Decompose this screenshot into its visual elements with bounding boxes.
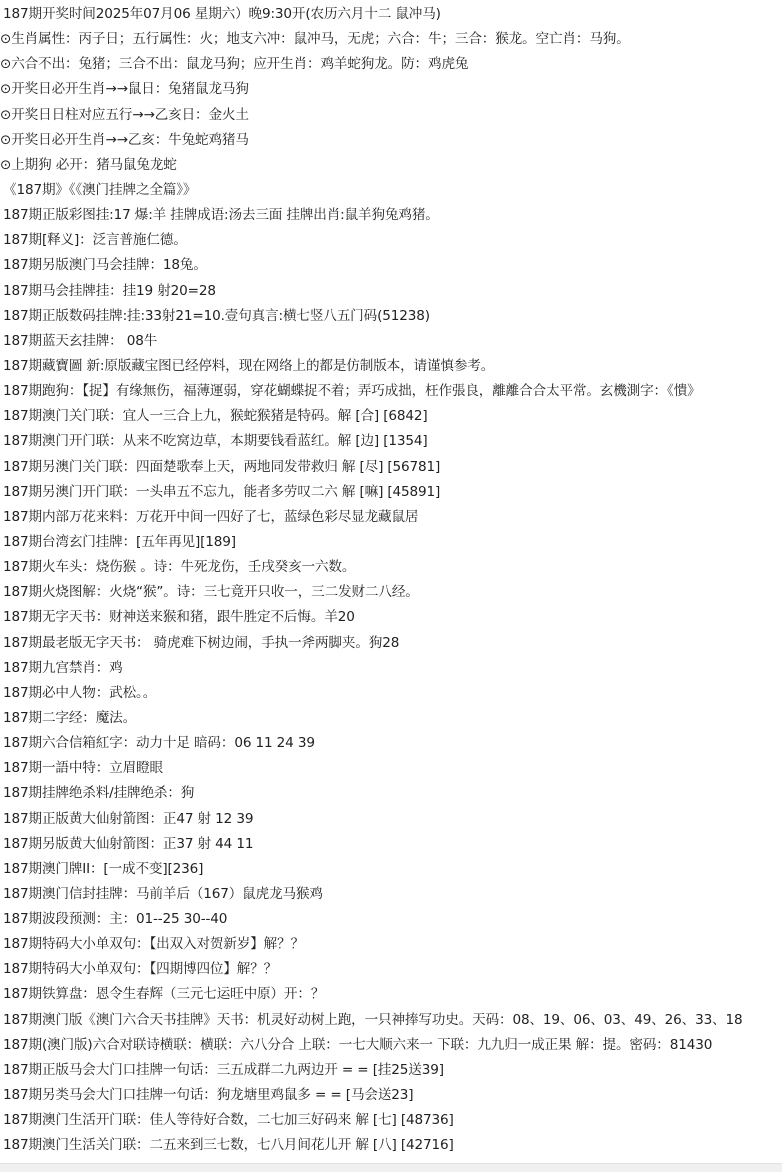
must-open-zodiac-rat-day-line: ⊙开奖日必开生肖→→鼠日：兔猪鼠龙马狗 — [0, 81, 249, 98]
last-period-line: ⊙上期狗 必开：猪马鼠兔龙蛇 — [0, 156, 177, 173]
horse-club-sign-line: 187期马会挂牌挂：挂19 射20=28 — [3, 282, 216, 299]
running-dog-line: 187期跑狗：【捉】有缘無伤，福薄運弱，穿花蝴蝶捉不着；弄巧成拙，枉作張良，離離合合太平常。玄機測字：《憒》 — [3, 383, 701, 400]
article-body — [0, 2, 782, 1158]
wordless-book-line: 187期无字天书：财神送来猴和猪，跟牛胜定不后悔。羊20 — [3, 609, 355, 626]
alt-archery-chart-line: 187期另版黄大仙射箭图：正37 射 44 11 — [3, 835, 254, 852]
day-pillar-five-elements-line: ⊙开奖日日柱对应五行→→乙亥日：金火土 — [0, 106, 249, 123]
life-closing-couplet-line: 187期澳门生活关门联：二五来到三七数，七八月间花儿开 解 [八] [42716] — [3, 1137, 454, 1154]
band-prediction-line: 187期波段预测：主：01--25 30--40 — [3, 911, 228, 928]
blue-sky-sign-line: 187期蓝天玄挂牌： 08牛 — [3, 332, 158, 349]
life-opening-couplet-line: 187期澳门生活开门联：佳人等待好合数，二七加三好码来 解 [七] [48736] — [3, 1112, 454, 1129]
alt-main-gate-sign-line: 187期另类马会大门口挂牌一句话：狗龙塘里鸡鼠多 = = [马会送23] — [3, 1087, 414, 1104]
couplet-poem-line: 187期(澳门版)六合对联诗横联：横联：六八分合 上联：一七大顺六来一 下联：九九归一成正果 解：提。密码：81430 — [3, 1036, 713, 1053]
two-word-line: 187期二字经：魔法。 — [3, 709, 137, 726]
six-harmony-line: ⊙六合不出：兔猪；三合不出：鼠龙马狗；应开生肖：鸡羊蛇狗龙。防：鸡虎兔 — [0, 56, 469, 73]
treasure-map-line: 187期藏寶圖 新:原版藏宝图已经停料，现在网络上的都是仿制版本，请谨慎参考。 — [3, 357, 495, 374]
alt-macau-closing-couplet-line: 187期另澳门关门联：四面楚歌奉上天，两地同发带救归 解 [尽] [56781] — [3, 458, 441, 475]
character-line: 187期必中人物：武松。。 — [3, 684, 157, 701]
heaven-book-line: 187期澳门版《澳门六合天书挂牌》天书：机灵好动树上跑，一只神捧写功史。天码：08、19、06、03、49、26、33、18 — [3, 1011, 743, 1028]
main-gate-sign-line: 187期正版马会大门口挂牌一句话：三五成群二九两边开 = = [挂25送39] — [3, 1061, 444, 1078]
macau-sign-ii-line: 187期澳门牌II：[一成不变][236] — [3, 860, 204, 877]
envelope-sign-line: 187期澳门信封挂牌：马前羊后（167）鼠虎龙马猴鸡 — [3, 885, 323, 902]
mailbox-line: 187期六合信箱紅字：动力十足 暗码：06 11 24 39 — [3, 735, 315, 752]
zodiac-attributes-line: ⊙生肖属性：丙子日；五行属性：火；地支六冲：鼠冲马，无虎；六合：牛；三合：猴龙。空亡肖：马狗。 — [0, 31, 630, 48]
absolute-kill-line: 187期挂牌绝杀料/挂牌绝杀：狗 — [3, 785, 195, 802]
macau-opening-couplet-line: 187期澳门开门联：从来不吃窝边草，本期要钱看蓝红。解 [边] [1354] — [3, 433, 428, 450]
taiwan-sign-line: 187期台湾玄门挂牌：[五年再见][189] — [3, 533, 236, 550]
one-phrase-line: 187期一語中特：立眉瞪眼 — [3, 760, 163, 777]
abacus-line: 187期铁算盘：恩令生春辉（三元七运旺中原）开：？ — [3, 986, 325, 1003]
size-parity-line-1: 187期特码大小单双句：【出双入对贺新岁】解？？ — [3, 936, 305, 953]
macau-closing-couplet-line: 187期澳门关门联：宜人一三合上九，猴蛇猴猪是特码。解 [合] [6842] — [3, 408, 428, 425]
archery-chart-line: 187期正版黄大仙射箭图：正47 射 12 39 — [3, 810, 254, 827]
nine-palace-line: 187期九宫禁肖：鸡 — [3, 659, 123, 676]
digital-sign-line: 187期正版数码挂牌:挂:33射21=10.壹句真言:横七竖八五门码(51238) — [3, 307, 430, 324]
size-parity-line-2: 187期特码大小单双句：【四期博四位】解？？ — [3, 961, 278, 978]
alt-macau-horse-club-line: 187期另版澳门马会挂牌：18兔。 — [3, 257, 207, 274]
train-head-line: 187期火车头：烧伤猴 。诗：牛死龙伤，壬戌癸亥一六数。 — [3, 559, 356, 576]
must-open-zodiac-yihai-line: ⊙开奖日必开生肖→→乙亥：牛兔蛇鸡猪马 — [0, 131, 249, 148]
internal-flower-line: 187期内部万花来料：万花开中间一四好了七，蓝绿色彩尽显龙藏鼠居 — [3, 508, 419, 525]
official-color-chart-line: 187期正版彩图挂:17 爆:羊 挂牌成语:汤去三面 挂牌出肖:鼠羊狗兔鸡猪。 — [3, 207, 439, 224]
section-heading: 《187期》《《澳门挂牌之全篇》》 — [3, 181, 197, 198]
interpretation-line: 187期[释义]：泛言普施仁德。 — [3, 232, 187, 249]
oldest-wordless-book-line: 187期最老版无字天书： 骑虎难下树边闹，手执一斧两脚夹。狗28 — [3, 634, 400, 651]
fire-chart-line: 187期火烧图解：火烧“猴”。诗：三七竟开只收一，三二发财二八经。 — [3, 584, 419, 601]
alt-macau-opening-couplet-line: 187期另澳门开门联：一头串五不忘九，能者多劳叹二六 解 [嘛] [45891] — [3, 483, 441, 500]
draw-time-line: 187期开奖时间2025年07月06 星期六）晚9:30开(农历六月十二 鼠冲马) — [3, 6, 441, 22]
